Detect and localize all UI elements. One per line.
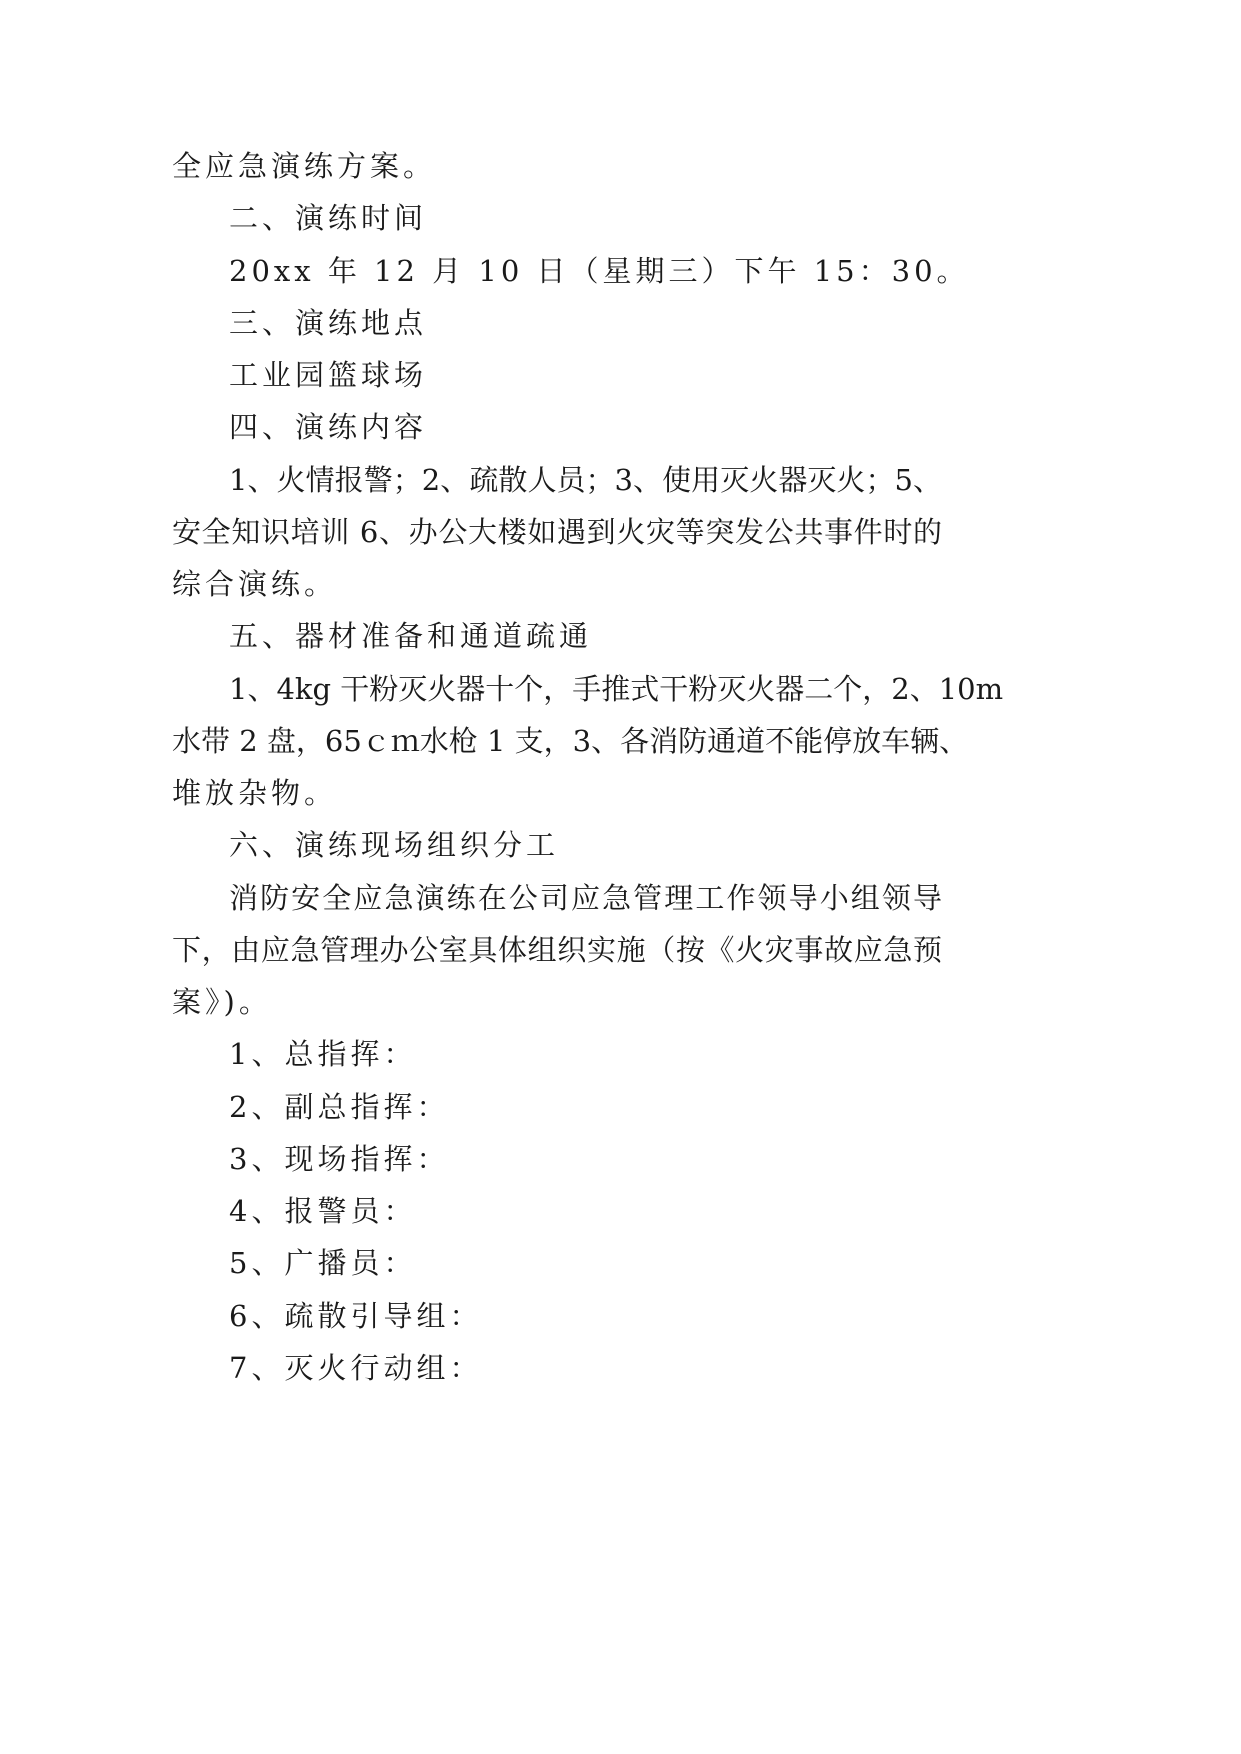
section-heading-time: 二、演练时间: [229, 201, 428, 235]
drill-content-line-3: 综合演练。: [172, 567, 338, 601]
equipment-line-3: 堆放杂物。: [172, 776, 338, 810]
section-heading-organization: 六、演练现场组织分工: [229, 828, 560, 862]
organization-line-2: 下，由应急管理办公室具体组织实施（按《火灾事故应急预: [172, 933, 942, 967]
equipment-line-1: 1、4kg 干粉灭火器十个，手推式干粉灭火器二个，2、10m: [229, 672, 1004, 706]
organization-line-1: 消防安全应急演练在公司应急管理工作领导小组领导: [229, 881, 942, 915]
role-broadcaster: 5、广播员：: [229, 1246, 417, 1280]
drill-location-text: 工业园篮球场: [229, 358, 428, 392]
role-alarm-reporter: 4、报警员：: [229, 1194, 417, 1228]
text-line-continuation: 全应急演练方案。: [172, 149, 437, 183]
role-site-commander: 3、现场指挥：: [229, 1142, 450, 1176]
organization-line-3: 案》)。: [172, 985, 272, 1019]
section-heading-equipment: 五、器材准备和通道疏通: [229, 619, 593, 653]
section-heading-location: 三、演练地点: [229, 306, 428, 340]
role-firefighting-team: 7、灭火行动组：: [229, 1351, 483, 1385]
role-evacuation-guide-team: 6、疏散引导组：: [229, 1299, 483, 1333]
equipment-line-2: 水带 2 盘，65ｃｍ水枪 1 支，3、各消防通道不能停放车辆、: [172, 724, 969, 758]
drill-content-line-2: 安全知识培训 6、办公大楼如遇到火灾等突发公共事件时的: [172, 515, 942, 549]
drill-time-text: 20xx 年 12 月 10 日（星期三）下午 15：30。: [229, 254, 970, 288]
drill-content-line-1: 1、火情报警；2、疏散人员；3、使用灭火器灭火；5、: [229, 463, 942, 497]
role-commander: 1、总指挥：: [229, 1037, 417, 1071]
role-deputy-commander: 2、副总指挥：: [229, 1090, 450, 1124]
section-heading-content: 四、演练内容: [229, 410, 428, 444]
